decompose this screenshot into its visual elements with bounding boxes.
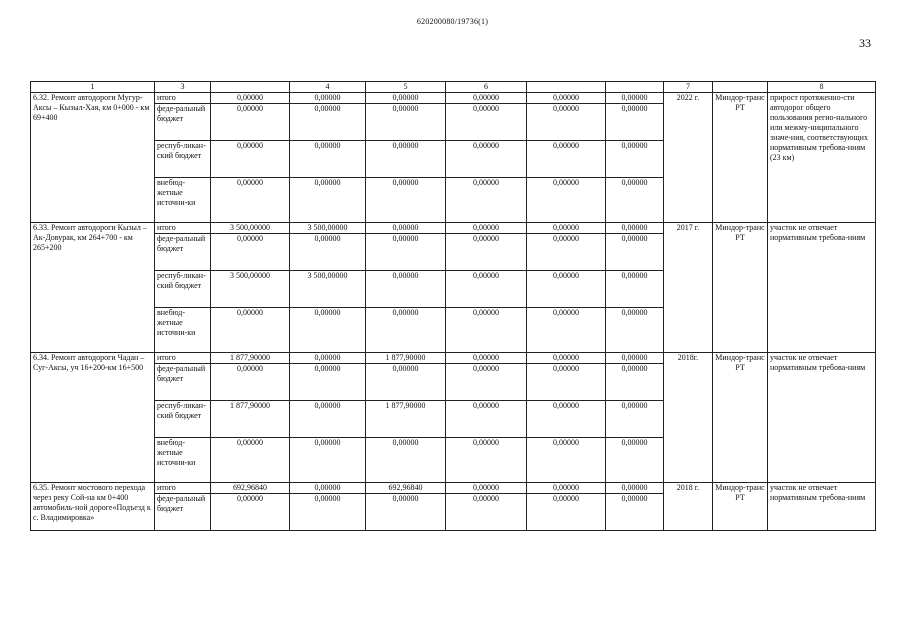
- value-cell: 3 500,00000: [290, 271, 366, 308]
- value-cell: 0,00000: [446, 223, 527, 234]
- value-cell: 0,00000: [527, 178, 606, 223]
- value-cell: 0,00000: [211, 178, 290, 223]
- value-cell: 0,00000: [290, 308, 366, 353]
- value-cell: 0,00000: [446, 271, 527, 308]
- value-cell: 0,00000: [211, 494, 290, 531]
- value-cell: 0,00000: [211, 93, 290, 104]
- page-number: 33: [859, 36, 871, 50]
- value-cell: 0,00000: [290, 353, 366, 364]
- funding-source-cell: респуб-ликан-ский бюджет: [155, 271, 211, 308]
- value-cell: 0,00000: [290, 178, 366, 223]
- value-cell: 0,00000: [446, 438, 527, 483]
- result-cell: участок не отвечает нормативным требова-ниям: [768, 353, 876, 483]
- table-row: [31, 353, 876, 364]
- value-cell: 0,00000: [366, 178, 446, 223]
- table-row: [31, 483, 876, 494]
- year-cell: 2017 г.: [664, 223, 713, 353]
- value-cell: 0,00000: [211, 104, 290, 141]
- value-cell: 0,00000: [606, 141, 664, 178]
- value-cell: 0,00000: [446, 308, 527, 353]
- object-name-cell: 6.35. Ремонт мостового перехода через реку Сой-на км 0+400 автомобиль-ной дороге«Подъезд к с. Владимировка»: [31, 483, 155, 531]
- value-cell: 0,00000: [211, 141, 290, 178]
- value-cell: 0,00000: [606, 353, 664, 364]
- value-cell: 1 877,90000: [366, 401, 446, 438]
- value-cell: 0,00000: [366, 494, 446, 531]
- header-cell: 3: [155, 82, 211, 93]
- funding-source-cell: итого: [155, 93, 211, 104]
- value-cell: 0,00000: [527, 494, 606, 531]
- value-cell: 0,00000: [366, 104, 446, 141]
- year-cell: 2018г.: [664, 353, 713, 483]
- object-name-cell: 6.32. Ремонт автодороги Мугур-Аксы – Кызыл-Хая, км 0+000 - км 69+400: [31, 93, 155, 223]
- budget-table: [30, 81, 876, 531]
- value-cell: 0,00000: [211, 364, 290, 401]
- year-cell: 2022 г.: [664, 93, 713, 223]
- header-cell: [713, 82, 768, 93]
- value-cell: 0,00000: [527, 271, 606, 308]
- value-cell: 0,00000: [366, 234, 446, 271]
- value-cell: 0,00000: [527, 234, 606, 271]
- value-cell: 0,00000: [527, 93, 606, 104]
- value-cell: 0,00000: [606, 178, 664, 223]
- value-cell: 0,00000: [211, 308, 290, 353]
- value-cell: 0,00000: [527, 438, 606, 483]
- value-cell: 1 877,90000: [211, 353, 290, 364]
- value-cell: 0,00000: [290, 401, 366, 438]
- value-cell: 0,00000: [290, 234, 366, 271]
- value-cell: 3 500,00000: [211, 271, 290, 308]
- header-cell: [211, 82, 290, 93]
- value-cell: 0,00000: [446, 353, 527, 364]
- value-cell: 0,00000: [446, 93, 527, 104]
- header-row: [31, 82, 876, 93]
- value-cell: 0,00000: [290, 141, 366, 178]
- value-cell: 0,00000: [290, 364, 366, 401]
- value-cell: 0,00000: [527, 308, 606, 353]
- header-cell: 6: [446, 82, 527, 93]
- value-cell: 0,00000: [527, 401, 606, 438]
- funding-source-cell: феде-ральный бюджет: [155, 494, 211, 531]
- value-cell: 0,00000: [366, 271, 446, 308]
- value-cell: 0,00000: [446, 104, 527, 141]
- value-cell: 0,00000: [446, 494, 527, 531]
- value-cell: 0,00000: [606, 271, 664, 308]
- value-cell: 0,00000: [606, 93, 664, 104]
- funding-source-cell: феде-ральный бюджет: [155, 104, 211, 141]
- header-cell: 5: [366, 82, 446, 93]
- value-cell: 0,00000: [527, 223, 606, 234]
- value-cell: 0,00000: [366, 93, 446, 104]
- value-cell: 0,00000: [527, 104, 606, 141]
- year-cell: 2018 г.: [664, 483, 713, 531]
- value-cell: 692,96840: [366, 483, 446, 494]
- header-cell: 8: [768, 82, 876, 93]
- table-row: [31, 93, 876, 104]
- value-cell: 0,00000: [606, 223, 664, 234]
- value-cell: 0,00000: [446, 364, 527, 401]
- value-cell: 0,00000: [366, 141, 446, 178]
- executor-cell: Миндор-транс РТ: [713, 353, 768, 483]
- funding-source-cell: респуб-ликан-ский бюджет: [155, 401, 211, 438]
- value-cell: 0,00000: [606, 364, 664, 401]
- value-cell: 0,00000: [211, 438, 290, 483]
- document-number: 620200080/19736(1): [416, 17, 489, 26]
- executor-cell: Миндор-транс РТ: [713, 483, 768, 531]
- value-cell: 0,00000: [290, 104, 366, 141]
- value-cell: 0,00000: [606, 438, 664, 483]
- funding-source-cell: внебюд-жетные источни-ки: [155, 178, 211, 223]
- value-cell: 0,00000: [606, 104, 664, 141]
- value-cell: 0,00000: [366, 364, 446, 401]
- value-cell: 0,00000: [290, 93, 366, 104]
- executor-cell: Миндор-транс РТ: [713, 223, 768, 353]
- funding-source-cell: итого: [155, 223, 211, 234]
- result-cell: прирост протяженно-сти автодорог общего пользования регио-нального или межму-ниципального значе-ния, соответствующих нормативным требова-ниям (23 км): [768, 93, 876, 223]
- value-cell: 0,00000: [366, 223, 446, 234]
- value-cell: 0,00000: [446, 178, 527, 223]
- value-cell: 0,00000: [527, 353, 606, 364]
- result-cell: участок не отвечает нормативным требова-ниям: [768, 223, 876, 353]
- funding-source-cell: внебюд-жетные источни-ки: [155, 308, 211, 353]
- table-row: [31, 223, 876, 234]
- funding-source-cell: итого: [155, 483, 211, 494]
- funding-source-cell: респуб-ликан-ский бюджет: [155, 141, 211, 178]
- value-cell: 0,00000: [290, 494, 366, 531]
- value-cell: 692,96840: [211, 483, 290, 494]
- object-name-cell: 6.33. Ремонт автодороги Кызыл – Ак-Довурак, км 264+700 - км 265+200: [31, 223, 155, 353]
- funding-source-cell: феде-ральный бюджет: [155, 364, 211, 401]
- object-name-cell: 6.34. Ремонт автодороги Чадан – Суг-Аксы, уч 16+200-км 16+500: [31, 353, 155, 483]
- value-cell: 0,00000: [211, 234, 290, 271]
- value-cell: 0,00000: [446, 141, 527, 178]
- value-cell: 0,00000: [366, 438, 446, 483]
- value-cell: 0,00000: [606, 308, 664, 353]
- header-cell: 4: [290, 82, 366, 93]
- header-cell: 7: [664, 82, 713, 93]
- value-cell: 1 877,90000: [366, 353, 446, 364]
- result-cell: участок не отвечает нормативным требова-ниям: [768, 483, 876, 531]
- value-cell: 3 500,00000: [290, 223, 366, 234]
- value-cell: 0,00000: [446, 234, 527, 271]
- header-cell: [527, 82, 606, 93]
- value-cell: 0,00000: [606, 234, 664, 271]
- value-cell: 0,00000: [290, 483, 366, 494]
- value-cell: 0,00000: [446, 483, 527, 494]
- value-cell: 0,00000: [606, 483, 664, 494]
- funding-source-cell: итого: [155, 353, 211, 364]
- funding-source-cell: внебюд-жетные источни-ки: [155, 438, 211, 483]
- value-cell: 3 500,00000: [211, 223, 290, 234]
- funding-source-cell: феде-ральный бюджет: [155, 234, 211, 271]
- header-cell: 1: [31, 82, 155, 93]
- value-cell: 0,00000: [290, 438, 366, 483]
- value-cell: 0,00000: [527, 483, 606, 494]
- value-cell: 0,00000: [446, 401, 527, 438]
- value-cell: 0,00000: [527, 141, 606, 178]
- executor-cell: Миндор-транс РТ: [713, 93, 768, 223]
- value-cell: 0,00000: [606, 494, 664, 531]
- value-cell: 0,00000: [527, 364, 606, 401]
- header-cell: [606, 82, 664, 93]
- value-cell: 1 877,90000: [211, 401, 290, 438]
- value-cell: 0,00000: [606, 401, 664, 438]
- value-cell: 0,00000: [366, 308, 446, 353]
